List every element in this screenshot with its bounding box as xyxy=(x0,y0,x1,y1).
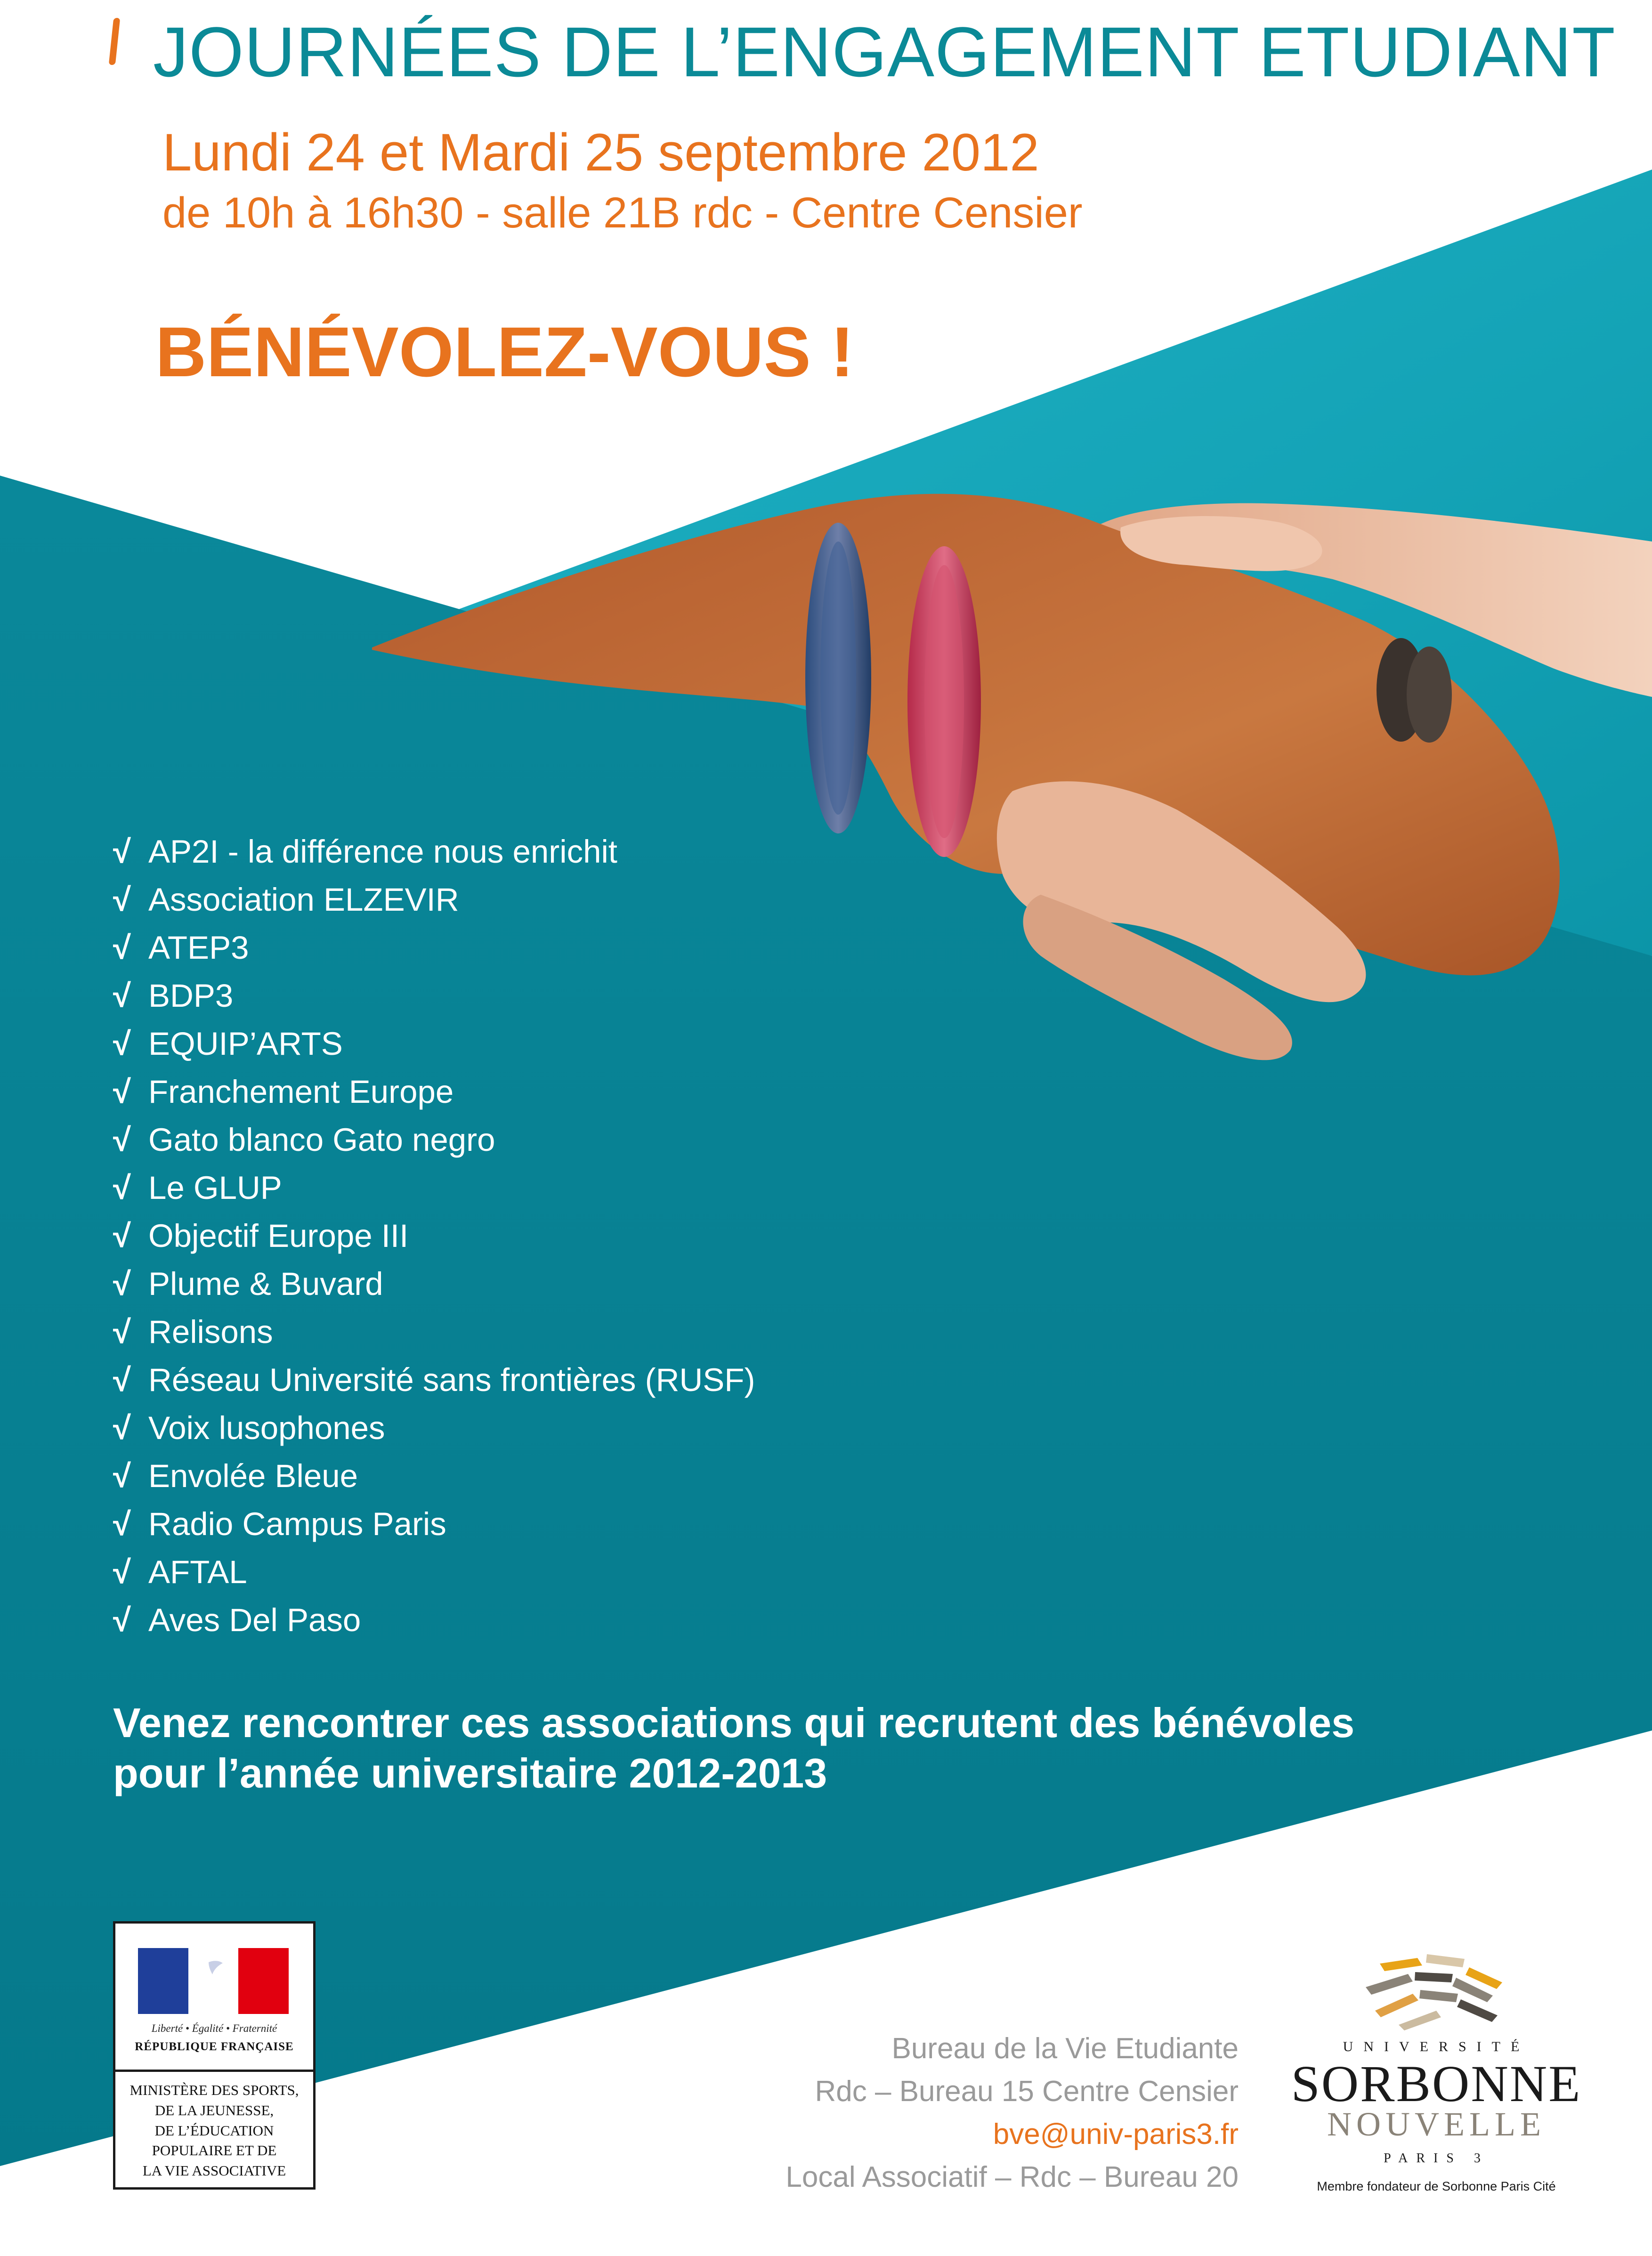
list-item xyxy=(113,1452,755,1500)
check-mark-icon: √ xyxy=(113,1506,131,1542)
check-mark-icon: √ xyxy=(113,881,131,918)
list-item xyxy=(113,1020,755,1068)
list-item xyxy=(113,1404,755,1452)
list-item xyxy=(113,1116,755,1164)
contact-email-link[interactable]: bve@univ-paris3.fr xyxy=(993,2118,1239,2151)
contact-local: Local Associatif – Rdc – Bureau 20 xyxy=(786,2161,1239,2194)
association-name: ATEP3 xyxy=(148,930,249,966)
association-name: Le GLUP xyxy=(148,1170,282,1206)
check-mark-icon: √ xyxy=(113,1074,131,1110)
list-item xyxy=(113,1164,755,1212)
list-item xyxy=(113,828,755,876)
association-list xyxy=(113,828,755,1644)
association-name: Franchement Europe xyxy=(148,1074,454,1110)
list-item xyxy=(113,1548,755,1596)
sorbonne-nouvelle-logo xyxy=(1352,1945,1521,2034)
check-mark-icon: √ xyxy=(113,833,131,870)
poster-title: JOURNÉES DE L’ENGAGEMENT ETUDIANT xyxy=(153,12,1616,91)
association-name: Relisons xyxy=(148,1314,273,1350)
contact-location: Rdc – Bureau 15 Centre Censier xyxy=(815,2075,1239,2108)
list-item xyxy=(113,1356,755,1404)
university-label: UNIVERSITÉ xyxy=(1343,2039,1530,2054)
list-item xyxy=(113,1596,755,1644)
association-name: AP2I - la différence nous enrichit xyxy=(148,833,617,870)
call-to-action xyxy=(113,1698,1549,1799)
contact-office: Bureau de la Vie Etudiante xyxy=(891,2032,1239,2065)
contact-block xyxy=(786,2027,1239,2199)
list-item xyxy=(113,924,755,972)
marianne-logo xyxy=(138,1948,289,2014)
association-name: Radio Campus Paris xyxy=(148,1506,446,1542)
republique-name: RÉPUBLIQUE FRANÇAISE xyxy=(135,2040,294,2053)
republique-motto: Liberté • Égalité • Fraternité xyxy=(151,2022,277,2034)
cta-line-2: pour l’année universitaire 2012-2013 xyxy=(113,1750,827,1797)
check-mark-icon: √ xyxy=(113,1554,131,1590)
ministry-name xyxy=(120,2080,308,2181)
event-time-place: de 10h à 16h30 - salle 21B rdc - Centre Censier xyxy=(162,189,1083,237)
list-item xyxy=(113,972,755,1020)
association-name: Objectif Europe III xyxy=(148,1218,409,1254)
association-name: EQUIP’ARTS xyxy=(148,1026,343,1062)
check-mark-icon: √ xyxy=(113,1458,131,1494)
event-date: Lundi 24 et Mardi 25 septembre 2012 xyxy=(162,123,1039,182)
ministry-line: DE LA JEUNESSE, xyxy=(154,2102,274,2119)
republique-francaise-logo xyxy=(113,1921,316,2190)
list-item xyxy=(113,1068,755,1116)
association-name: Gato blanco Gato negro xyxy=(148,1122,495,1158)
ministry-line: POPULAIRE ET DE xyxy=(152,2142,277,2159)
check-mark-icon: √ xyxy=(113,1218,131,1254)
association-name: BDP3 xyxy=(148,978,234,1014)
check-mark-icon: √ xyxy=(113,1122,131,1158)
cta-line-1: Venez rencontrer ces associations qui recrutent des bénévoles xyxy=(113,1699,1355,1746)
ministry-line: MINISTÈRE DES SPORTS, xyxy=(130,2082,299,2098)
association-name: Association ELZEVIR xyxy=(148,881,459,918)
university-name-sorbonne: SORBONNE xyxy=(1291,2055,1582,2112)
association-name: Envolée Bleue xyxy=(148,1458,358,1494)
list-item xyxy=(113,876,755,924)
ministry-line: LA VIE ASSOCIATIVE xyxy=(142,2162,286,2179)
university-logo xyxy=(1271,1945,1601,2199)
list-item xyxy=(113,1500,755,1548)
university-city: PARIS 3 xyxy=(1384,2151,1489,2166)
list-item xyxy=(113,1260,755,1308)
university-name-nouvelle: NOUVELLE xyxy=(1327,2105,1546,2143)
university-membership: Membre fondateur de Sorbonne Paris Cité xyxy=(1317,2179,1556,2193)
slogan: BÉNÉVOLEZ-VOUS ! xyxy=(155,312,854,391)
ministry-line: DE L’ÉDUCATION xyxy=(154,2122,274,2139)
check-mark-icon: √ xyxy=(113,1362,131,1398)
check-mark-icon: √ xyxy=(113,1314,131,1350)
association-name: AFTAL xyxy=(148,1554,247,1590)
check-mark-icon: √ xyxy=(113,1170,131,1206)
association-name: Aves Del Paso xyxy=(148,1602,361,1638)
list-item xyxy=(113,1212,755,1260)
check-mark-icon: √ xyxy=(113,930,131,966)
check-mark-icon: √ xyxy=(113,1410,131,1446)
divider xyxy=(115,2070,313,2072)
association-name: Réseau Université sans frontières (RUSF) xyxy=(148,1362,755,1398)
check-mark-icon: √ xyxy=(113,1026,131,1062)
association-name: Voix lusophones xyxy=(148,1410,385,1446)
association-name: Plume & Buvard xyxy=(148,1266,383,1302)
check-mark-icon: √ xyxy=(113,1602,131,1638)
check-mark-icon: √ xyxy=(113,1266,131,1302)
check-mark-icon: √ xyxy=(113,978,131,1014)
list-item xyxy=(113,1308,755,1356)
